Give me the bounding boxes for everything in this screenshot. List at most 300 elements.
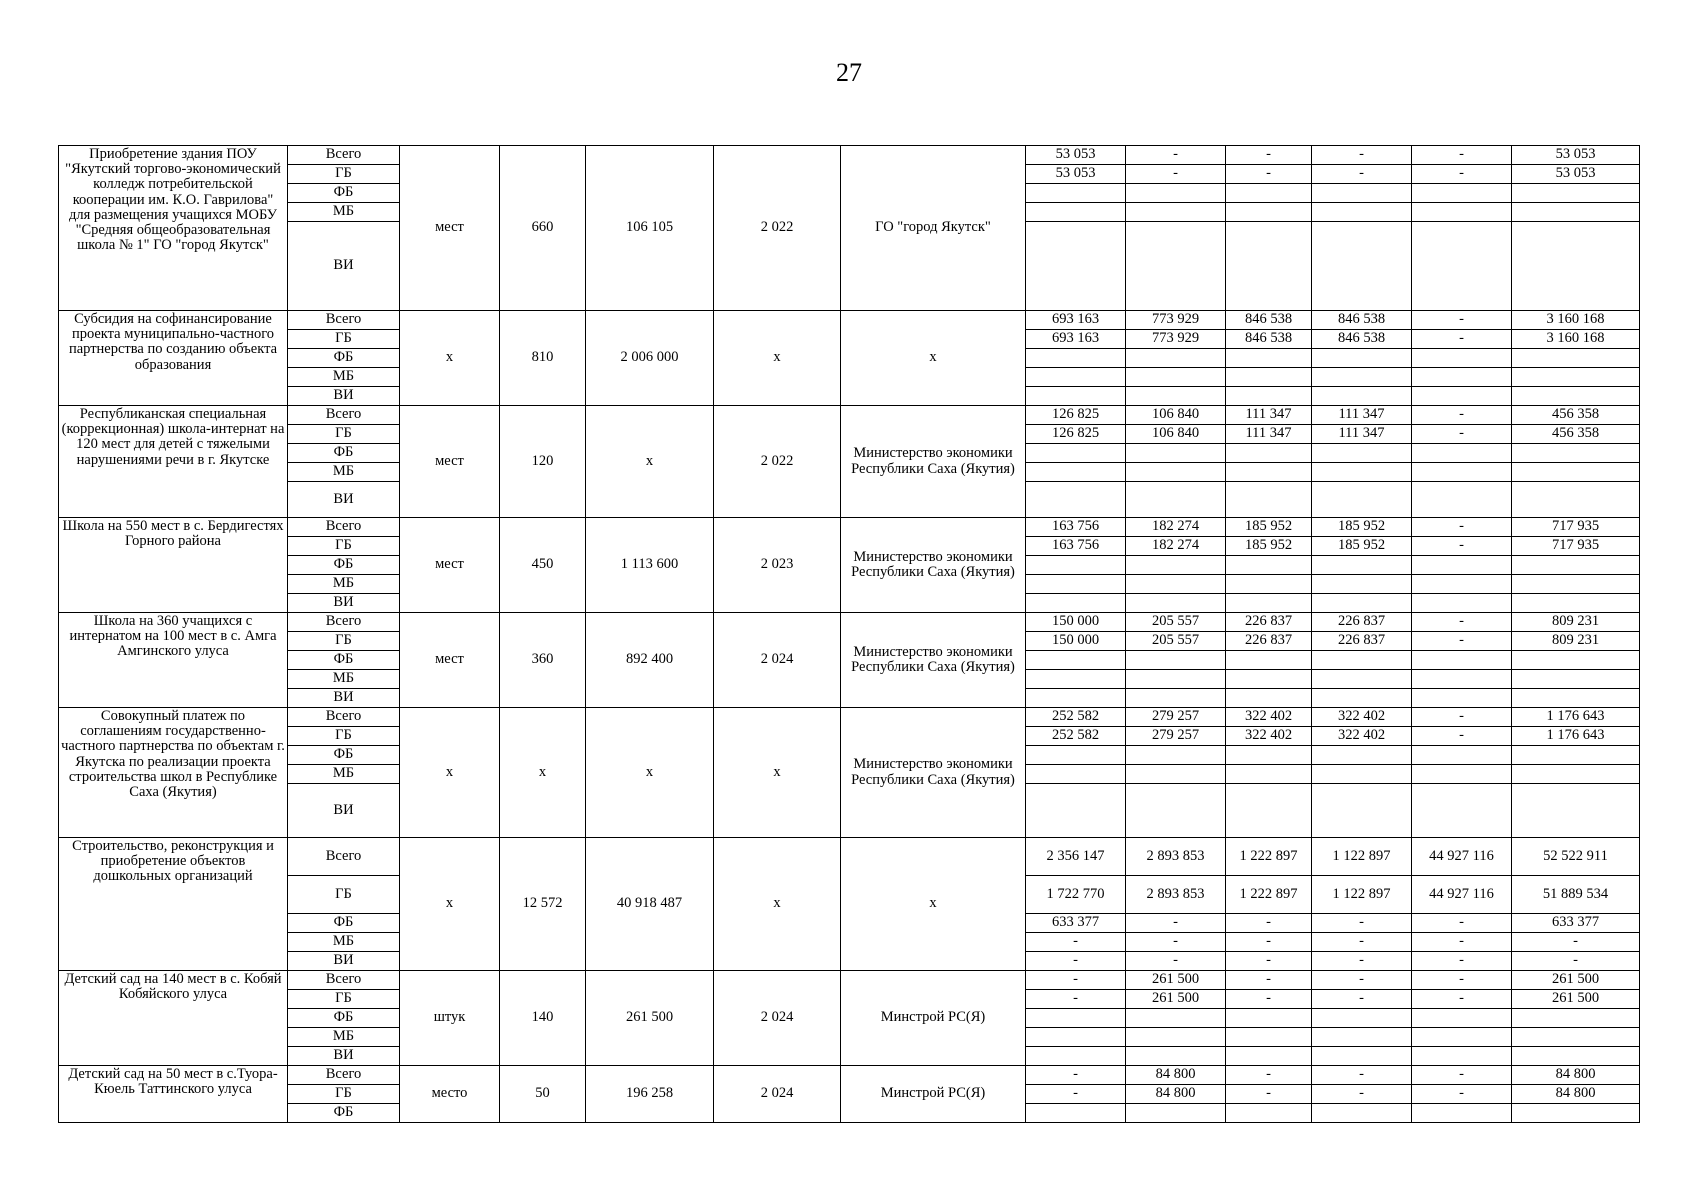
- amount-cell: -: [1412, 933, 1512, 952]
- amount-cell: [1226, 689, 1312, 708]
- amount-cell: 185 952: [1226, 518, 1312, 537]
- funding-source-cell: МБ: [288, 1028, 400, 1047]
- cost-cell: 2 006 000: [586, 311, 714, 406]
- amount-cell: [1226, 444, 1312, 463]
- amount-cell: -: [1312, 146, 1412, 165]
- amount-cell: [1412, 594, 1512, 613]
- amount-cell: 252 582: [1026, 727, 1126, 746]
- amount-cell: -: [1026, 990, 1126, 1009]
- amount-cell: [1226, 387, 1312, 406]
- funding-source-cell: ФБ: [288, 184, 400, 203]
- amount-cell: -: [1126, 952, 1226, 971]
- amount-cell: 126 825: [1026, 425, 1126, 444]
- funding-source-cell: ВИ: [288, 784, 400, 838]
- amount-cell: 693 163: [1026, 311, 1126, 330]
- cost-cell: 196 258: [586, 1066, 714, 1123]
- unit-cell: место: [400, 1066, 500, 1123]
- amount-cell: 261 500: [1512, 990, 1640, 1009]
- amount-cell: [1126, 387, 1226, 406]
- project-name-cell: Детский сад на 140 мест в с. Кобяй Кобяйского улуса: [59, 971, 288, 1066]
- amount-cell: [1412, 1028, 1512, 1047]
- amount-cell: [1412, 482, 1512, 518]
- funding-source-cell: МБ: [288, 203, 400, 222]
- amount-cell: [1312, 651, 1412, 670]
- amount-cell: [1226, 1009, 1312, 1028]
- amount-cell: 279 257: [1126, 708, 1226, 727]
- amount-cell: 182 274: [1126, 518, 1226, 537]
- table-row: [59, 613, 1640, 632]
- unit-cell: х: [400, 708, 500, 838]
- year-cell: х: [714, 311, 841, 406]
- amount-cell: [1412, 222, 1512, 311]
- amount-cell: [1026, 575, 1126, 594]
- amount-cell: 261 500: [1126, 971, 1226, 990]
- amount-cell: [1226, 184, 1312, 203]
- funding-source-cell: Всего: [288, 518, 400, 537]
- funding-source-cell: ФБ: [288, 1009, 400, 1028]
- capacity-cell: 12 572: [500, 838, 586, 971]
- unit-cell: мест: [400, 406, 500, 518]
- amount-cell: [1512, 765, 1640, 784]
- amount-cell: 205 557: [1126, 632, 1226, 651]
- amount-cell: [1226, 575, 1312, 594]
- amount-cell: -: [1312, 1085, 1412, 1104]
- amount-cell: 185 952: [1226, 537, 1312, 556]
- amount-cell: 846 538: [1226, 330, 1312, 349]
- amount-cell: [1126, 784, 1226, 838]
- amount-cell: -: [1412, 632, 1512, 651]
- amount-cell: [1126, 222, 1226, 311]
- amount-cell: 44 927 116: [1412, 876, 1512, 914]
- funding-source-cell: ГБ: [288, 165, 400, 184]
- project-name-cell: Совокупный платеж по соглашениям государственно-частного партнерства по объектам г. Якутска по реализации проекта строительства школ в Республике Саха (Якутия): [59, 708, 288, 838]
- amount-cell: [1512, 1028, 1640, 1047]
- amount-cell: [1026, 670, 1126, 689]
- funding-source-cell: Всего: [288, 971, 400, 990]
- amount-cell: [1126, 594, 1226, 613]
- amount-cell: -: [1026, 933, 1126, 952]
- amount-cell: [1312, 784, 1412, 838]
- amount-cell: -: [1412, 971, 1512, 990]
- amount-cell: 44 927 116: [1412, 838, 1512, 876]
- amount-cell: [1512, 444, 1640, 463]
- funding-source-cell: ВИ: [288, 222, 400, 311]
- amount-cell: [1026, 1009, 1126, 1028]
- amount-cell: 846 538: [1226, 311, 1312, 330]
- amount-cell: [1226, 368, 1312, 387]
- project-name-cell: Приобретение здания ПОУ "Якутский торгово-экономический колледж потребительской кооперации им. К.О. Гаврилова" для размещения учащихся МОБУ "Средняя общеобразовательная школа № 1" ГО "город Якутск": [59, 146, 288, 311]
- capacity-cell: 360: [500, 613, 586, 708]
- amount-cell: 205 557: [1126, 613, 1226, 632]
- responsible-cell: Министерство экономики Республики Саха (Якутия): [841, 518, 1026, 613]
- budget-table: [58, 145, 1640, 1123]
- amount-cell: 226 837: [1226, 613, 1312, 632]
- table-row: [59, 406, 1640, 425]
- amount-cell: 52 522 911: [1512, 838, 1640, 876]
- amount-cell: [1226, 670, 1312, 689]
- unit-cell: мест: [400, 518, 500, 613]
- capacity-cell: х: [500, 708, 586, 838]
- responsible-cell: х: [841, 311, 1026, 406]
- funding-source-cell: ГБ: [288, 1085, 400, 1104]
- amount-cell: [1026, 444, 1126, 463]
- project-name-cell: Школа на 360 учащихся с интернатом на 100 мест в с. Амга Амгинского улуса: [59, 613, 288, 708]
- funding-source-cell: МБ: [288, 575, 400, 594]
- amount-cell: -: [1126, 933, 1226, 952]
- amount-cell: [1226, 203, 1312, 222]
- amount-cell: 185 952: [1312, 537, 1412, 556]
- funding-source-cell: ФБ: [288, 746, 400, 765]
- amount-cell: [1512, 689, 1640, 708]
- amount-cell: 1 722 770: [1026, 876, 1126, 914]
- table-row: [59, 1066, 1640, 1085]
- unit-cell: штук: [400, 971, 500, 1066]
- page-number: 27: [836, 58, 862, 87]
- table-row: [59, 518, 1640, 537]
- amount-cell: 226 837: [1226, 632, 1312, 651]
- responsible-cell: Минстрой РС(Я): [841, 971, 1026, 1066]
- amount-cell: [1026, 368, 1126, 387]
- funding-source-cell: ГБ: [288, 876, 400, 914]
- funding-source-cell: МБ: [288, 933, 400, 952]
- funding-source-cell: ФБ: [288, 914, 400, 933]
- amount-cell: -: [1312, 952, 1412, 971]
- amount-cell: -: [1412, 425, 1512, 444]
- amount-cell: 84 800: [1126, 1066, 1226, 1085]
- amount-cell: [1312, 765, 1412, 784]
- unit-cell: х: [400, 838, 500, 971]
- funding-source-cell: Всего: [288, 613, 400, 632]
- amount-cell: 185 952: [1312, 518, 1412, 537]
- amount-cell: 322 402: [1312, 708, 1412, 727]
- capacity-cell: 50: [500, 1066, 586, 1123]
- amount-cell: 163 756: [1026, 537, 1126, 556]
- amount-cell: -: [1412, 311, 1512, 330]
- amount-cell: 322 402: [1226, 708, 1312, 727]
- amount-cell: 3 160 168: [1512, 311, 1640, 330]
- amount-cell: [1026, 184, 1126, 203]
- amount-cell: 1 222 897: [1226, 838, 1312, 876]
- amount-cell: [1026, 387, 1126, 406]
- amount-cell: [1026, 746, 1126, 765]
- amount-cell: 693 163: [1026, 330, 1126, 349]
- amount-cell: -: [1412, 1066, 1512, 1085]
- amount-cell: -: [1412, 165, 1512, 184]
- amount-cell: [1412, 1104, 1512, 1123]
- amount-cell: -: [1412, 146, 1512, 165]
- amount-cell: [1126, 482, 1226, 518]
- cost-cell: 40 918 487: [586, 838, 714, 971]
- amount-cell: [1412, 689, 1512, 708]
- amount-cell: [1312, 575, 1412, 594]
- amount-cell: [1512, 482, 1640, 518]
- amount-cell: [1312, 594, 1412, 613]
- amount-cell: 252 582: [1026, 708, 1126, 727]
- amount-cell: -: [1226, 990, 1312, 1009]
- amount-cell: [1226, 482, 1312, 518]
- amount-cell: [1512, 222, 1640, 311]
- project-name-cell: Школа на 550 мест в с. Бердигестях Горного района: [59, 518, 288, 613]
- project-name-cell: Детский сад на 50 мест в с.Туора-Кюель Таттинского улуса: [59, 1066, 288, 1123]
- amount-cell: [1512, 1047, 1640, 1066]
- amount-cell: [1512, 746, 1640, 765]
- amount-cell: 3 160 168: [1512, 330, 1640, 349]
- amount-cell: [1312, 689, 1412, 708]
- amount-cell: -: [1226, 165, 1312, 184]
- amount-cell: -: [1412, 1085, 1512, 1104]
- funding-source-cell: Всего: [288, 838, 400, 876]
- amount-cell: 106 840: [1126, 406, 1226, 425]
- table-row: [59, 838, 1640, 876]
- amount-cell: 226 837: [1312, 632, 1412, 651]
- amount-cell: [1026, 349, 1126, 368]
- amount-cell: -: [1412, 613, 1512, 632]
- amount-cell: -: [1226, 952, 1312, 971]
- amount-cell: [1126, 463, 1226, 482]
- unit-cell: мест: [400, 613, 500, 708]
- amount-cell: [1412, 670, 1512, 689]
- amount-cell: [1126, 1009, 1226, 1028]
- amount-cell: [1126, 1104, 1226, 1123]
- amount-cell: 261 500: [1512, 971, 1640, 990]
- amount-cell: [1512, 1009, 1640, 1028]
- amount-cell: 1 222 897: [1226, 876, 1312, 914]
- capacity-cell: 450: [500, 518, 586, 613]
- amount-cell: [1026, 556, 1126, 575]
- amount-cell: [1312, 1009, 1412, 1028]
- amount-cell: [1126, 1028, 1226, 1047]
- amount-cell: [1512, 651, 1640, 670]
- amount-cell: [1026, 784, 1126, 838]
- amount-cell: -: [1126, 146, 1226, 165]
- amount-cell: [1312, 184, 1412, 203]
- funding-source-cell: Всего: [288, 708, 400, 727]
- amount-cell: [1312, 746, 1412, 765]
- amount-cell: [1412, 203, 1512, 222]
- amount-cell: [1126, 689, 1226, 708]
- funding-source-cell: ГБ: [288, 330, 400, 349]
- amount-cell: [1126, 1047, 1226, 1066]
- amount-cell: -: [1512, 952, 1640, 971]
- amount-cell: [1512, 784, 1640, 838]
- amount-cell: 1 176 643: [1512, 708, 1640, 727]
- funding-source-cell: ФБ: [288, 1104, 400, 1123]
- amount-cell: 717 935: [1512, 518, 1640, 537]
- amount-cell: -: [1126, 165, 1226, 184]
- funding-source-cell: ВИ: [288, 1047, 400, 1066]
- amount-cell: -: [1026, 952, 1126, 971]
- responsible-cell: Минстрой РС(Я): [841, 1066, 1026, 1123]
- cost-cell: х: [586, 406, 714, 518]
- funding-source-cell: МБ: [288, 765, 400, 784]
- amount-cell: [1312, 349, 1412, 368]
- funding-source-cell: Всего: [288, 1066, 400, 1085]
- table-row: [59, 708, 1640, 727]
- amount-cell: [1126, 556, 1226, 575]
- amount-cell: [1412, 746, 1512, 765]
- amount-cell: -: [1512, 933, 1640, 952]
- year-cell: х: [714, 838, 841, 971]
- table-row: [59, 971, 1640, 990]
- amount-cell: -: [1412, 990, 1512, 1009]
- amount-cell: [1126, 203, 1226, 222]
- amount-cell: -: [1412, 330, 1512, 349]
- amount-cell: -: [1026, 971, 1126, 990]
- project-name-cell: Республиканская специальная (коррекционная) школа-интернат на 120 мест для детей с тяжелыми нарушениями речи в г. Якутске: [59, 406, 288, 518]
- amount-cell: [1226, 1047, 1312, 1066]
- cost-cell: 106 105: [586, 146, 714, 311]
- amount-cell: 322 402: [1226, 727, 1312, 746]
- amount-cell: -: [1026, 1066, 1126, 1085]
- amount-cell: 717 935: [1512, 537, 1640, 556]
- amount-cell: [1026, 651, 1126, 670]
- responsible-cell: ГО "город Якутск": [841, 146, 1026, 311]
- amount-cell: 279 257: [1126, 727, 1226, 746]
- amount-cell: [1312, 482, 1412, 518]
- amount-cell: 773 929: [1126, 330, 1226, 349]
- amount-cell: 456 358: [1512, 425, 1640, 444]
- amount-cell: [1512, 203, 1640, 222]
- amount-cell: [1512, 463, 1640, 482]
- amount-cell: [1126, 651, 1226, 670]
- amount-cell: [1512, 387, 1640, 406]
- amount-cell: -: [1312, 971, 1412, 990]
- amount-cell: [1412, 368, 1512, 387]
- funding-source-cell: ГБ: [288, 425, 400, 444]
- amount-cell: 2 356 147: [1026, 838, 1126, 876]
- amount-cell: 111 347: [1226, 406, 1312, 425]
- amount-cell: 846 538: [1312, 330, 1412, 349]
- funding-source-cell: ГБ: [288, 632, 400, 651]
- amount-cell: 84 800: [1126, 1085, 1226, 1104]
- amount-cell: 163 756: [1026, 518, 1126, 537]
- amount-cell: 150 000: [1026, 613, 1126, 632]
- amount-cell: 106 840: [1126, 425, 1226, 444]
- funding-source-cell: МБ: [288, 463, 400, 482]
- capacity-cell: 140: [500, 971, 586, 1066]
- amount-cell: [1512, 368, 1640, 387]
- capacity-cell: 120: [500, 406, 586, 518]
- amount-cell: [1226, 651, 1312, 670]
- amount-cell: 2 893 853: [1126, 876, 1226, 914]
- amount-cell: [1412, 651, 1512, 670]
- amount-cell: [1412, 765, 1512, 784]
- amount-cell: [1512, 556, 1640, 575]
- year-cell: 2 024: [714, 613, 841, 708]
- amount-cell: 111 347: [1312, 425, 1412, 444]
- amount-cell: [1312, 670, 1412, 689]
- amount-cell: [1412, 463, 1512, 482]
- year-cell: х: [714, 708, 841, 838]
- year-cell: 2 024: [714, 1066, 841, 1123]
- amount-cell: [1026, 222, 1126, 311]
- funding-source-cell: Всего: [288, 406, 400, 425]
- amount-cell: [1126, 349, 1226, 368]
- amount-cell: -: [1412, 914, 1512, 933]
- responsible-cell: Министерство экономики Республики Саха (Якутия): [841, 613, 1026, 708]
- amount-cell: [1226, 784, 1312, 838]
- amount-cell: 51 889 534: [1512, 876, 1640, 914]
- amount-cell: 846 538: [1312, 311, 1412, 330]
- amount-cell: [1312, 556, 1412, 575]
- amount-cell: -: [1412, 952, 1512, 971]
- amount-cell: 53 053: [1512, 146, 1640, 165]
- amount-cell: 456 358: [1512, 406, 1640, 425]
- amount-cell: 53 053: [1026, 165, 1126, 184]
- funding-source-cell: МБ: [288, 368, 400, 387]
- funding-source-cell: Всего: [288, 311, 400, 330]
- amount-cell: [1412, 556, 1512, 575]
- amount-cell: [1312, 387, 1412, 406]
- amount-cell: 1 122 897: [1312, 838, 1412, 876]
- amount-cell: 126 825: [1026, 406, 1126, 425]
- funding-source-cell: ВИ: [288, 594, 400, 613]
- funding-source-cell: Всего: [288, 146, 400, 165]
- amount-cell: [1226, 765, 1312, 784]
- amount-cell: [1026, 463, 1126, 482]
- amount-cell: -: [1226, 933, 1312, 952]
- amount-cell: [1412, 575, 1512, 594]
- amount-cell: [1226, 1104, 1312, 1123]
- amount-cell: 182 274: [1126, 537, 1226, 556]
- amount-cell: [1512, 1104, 1640, 1123]
- responsible-cell: Министерство экономики Республики Саха (Якутия): [841, 708, 1026, 838]
- amount-cell: 111 347: [1312, 406, 1412, 425]
- amount-cell: [1412, 349, 1512, 368]
- amount-cell: [1412, 784, 1512, 838]
- funding-source-cell: ФБ: [288, 556, 400, 575]
- amount-cell: [1312, 368, 1412, 387]
- amount-cell: -: [1412, 708, 1512, 727]
- funding-source-cell: ГБ: [288, 990, 400, 1009]
- amount-cell: [1512, 594, 1640, 613]
- funding-source-cell: ВИ: [288, 387, 400, 406]
- funding-source-cell: ГБ: [288, 727, 400, 746]
- year-cell: 2 024: [714, 971, 841, 1066]
- amount-cell: [1026, 594, 1126, 613]
- amount-cell: [1312, 1104, 1412, 1123]
- amount-cell: 809 231: [1512, 632, 1640, 651]
- amount-cell: [1226, 556, 1312, 575]
- amount-cell: -: [1312, 933, 1412, 952]
- table-row: [59, 146, 1640, 165]
- amount-cell: [1412, 1047, 1512, 1066]
- amount-cell: -: [1226, 1066, 1312, 1085]
- year-cell: 2 022: [714, 406, 841, 518]
- amount-cell: [1226, 746, 1312, 765]
- amount-cell: [1126, 746, 1226, 765]
- amount-cell: 84 800: [1512, 1066, 1640, 1085]
- amount-cell: [1226, 594, 1312, 613]
- amount-cell: [1312, 222, 1412, 311]
- amount-cell: [1126, 670, 1226, 689]
- amount-cell: [1226, 1028, 1312, 1047]
- amount-cell: 226 837: [1312, 613, 1412, 632]
- responsible-cell: х: [841, 838, 1026, 971]
- cost-cell: 892 400: [586, 613, 714, 708]
- amount-cell: 322 402: [1312, 727, 1412, 746]
- funding-source-cell: ГБ: [288, 537, 400, 556]
- amount-cell: -: [1312, 990, 1412, 1009]
- amount-cell: [1026, 1104, 1126, 1123]
- year-cell: 2 023: [714, 518, 841, 613]
- amount-cell: [1126, 444, 1226, 463]
- amount-cell: [1412, 387, 1512, 406]
- amount-cell: [1026, 765, 1126, 784]
- amount-cell: -: [1312, 165, 1412, 184]
- amount-cell: [1126, 575, 1226, 594]
- amount-cell: [1412, 444, 1512, 463]
